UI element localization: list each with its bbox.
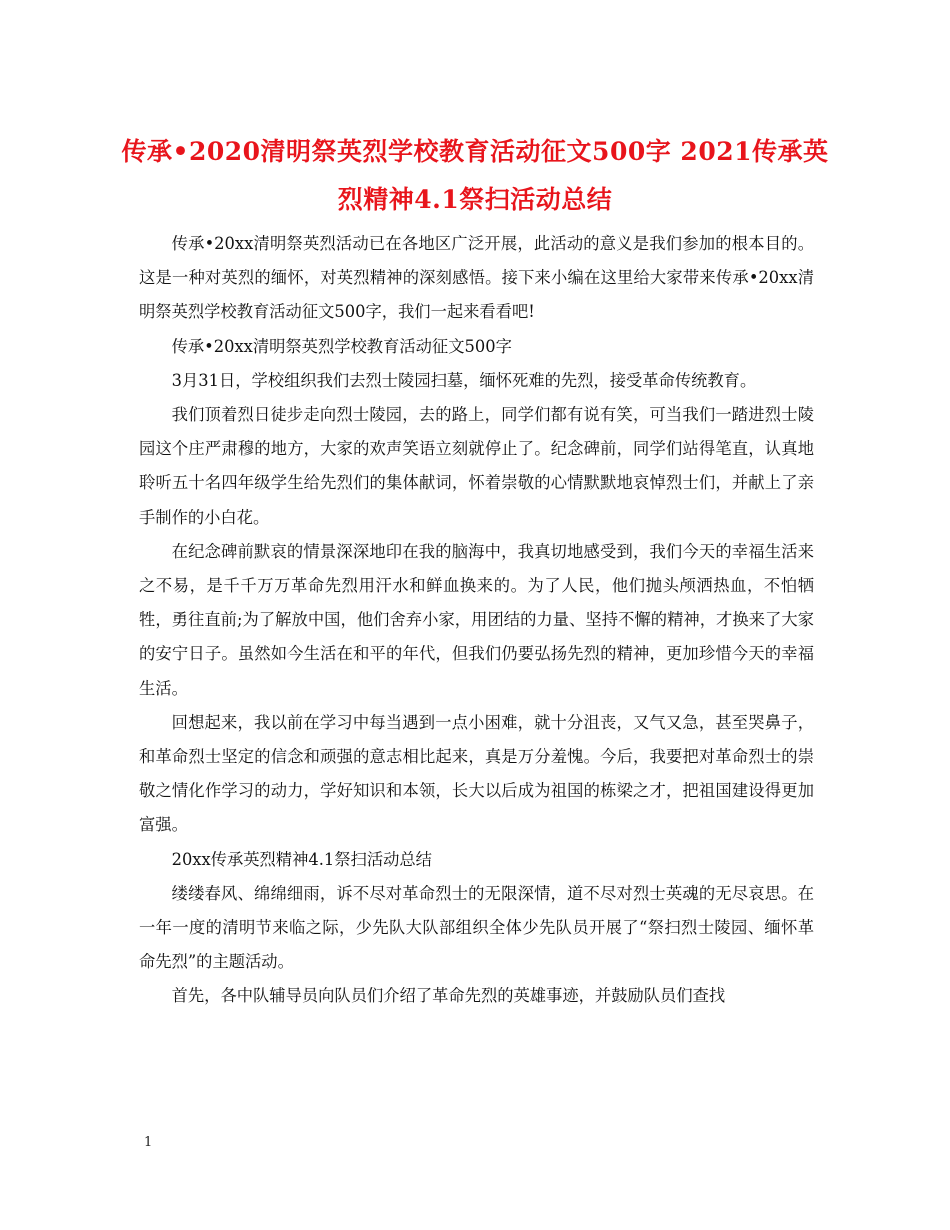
page-number: 1 bbox=[144, 1135, 153, 1150]
document-body bbox=[139, 227, 814, 1014]
paragraph-reflection: 在纪念碑前默哀的情景深深地印在我的脑海中，我真切地感受到，我们今天的幸福生活来之不易，是千千万万革命先烈用汗水和鲜血换来的。为了人民，他们抛头颅洒热血，不怕牺牲，勇往直前;为了解放中国，他们舍弃小家，用团结的力量、坚持不懈的精神，才换来了大家的安宁日子。虽然如今生活在和平的年代，但我们仍要弘扬先烈的精神，更加珍惜今天的幸福生活。 bbox=[139, 541, 814, 698]
paragraph-intro: 传承•20xx清明祭英烈活动已在各地区广泛开展，此活动的意义是我们参加的根本目的。这是一种对英烈的缅怀，对英烈精神的深刻感悟。接下来小编在这里给大家带来传承•20xx清明祭英烈学校教育活动征文500字，我们一起来看看吧! bbox=[139, 234, 814, 322]
paragraph-resolution: 回想起来，我以前在学习中每当遇到一点小困难，就十分沮丧，又气又急，甚至哭鼻子，和革命烈士坚定的信念和顽强的意志相比起来，真是万分羞愧。今后，我要把对革命烈士的崇敬之情化作学习的动力，学好知识和本领，长大以后成为祖国的栋梁之才，把祖国建设得更加富强。 bbox=[139, 712, 814, 835]
paragraph-walk-to-cemetery: 我们顶着烈日徒步走向烈士陵园，去的路上，同学们都有说有笑，可当我们一踏进烈士陵园这个庄严肃穆的地方，大家的欢声笑语立刻就停止了。纪念碑前，同学们站得笔直，认真地聆听五十名四年级学生给先烈们的集体献词，怀着崇敬的心情默默地哀悼烈士们，并献上了亲手制作的小白花。 bbox=[139, 405, 814, 527]
paragraph-first: 首先，各中队辅导员向队员们介绍了革命先烈的英雄事迹，并鼓励队员们查找 bbox=[171, 986, 726, 1006]
paragraph-subheading-summary: 20xx传承英烈精神4.1祭扫活动总结 bbox=[171, 849, 432, 869]
paragraph-subheading-essay: 传承•20xx清明祭英烈学校教育活动征文500字 bbox=[171, 336, 512, 356]
document-title: 传承•2020清明祭英烈学校教育活动征文500字 2021传承英烈精神4.1祭扫活动总结 bbox=[121, 137, 829, 214]
paragraph-march-31: 3月31日，学校组织我们去烈士陵园扫墓，缅怀死难的先烈，接受革命传统教育。 bbox=[171, 370, 757, 390]
paragraph-spring-rain: 缕缕春风、绵绵细雨，诉不尽对革命烈士的无限深情，道不尽对烈士英魂的无尽哀思。在一年一度的清明节来临之际，少先队大队部组织全体少先队员开展了“祭扫烈士陵园、缅怀革命先烈”的主题活动。 bbox=[139, 883, 814, 972]
